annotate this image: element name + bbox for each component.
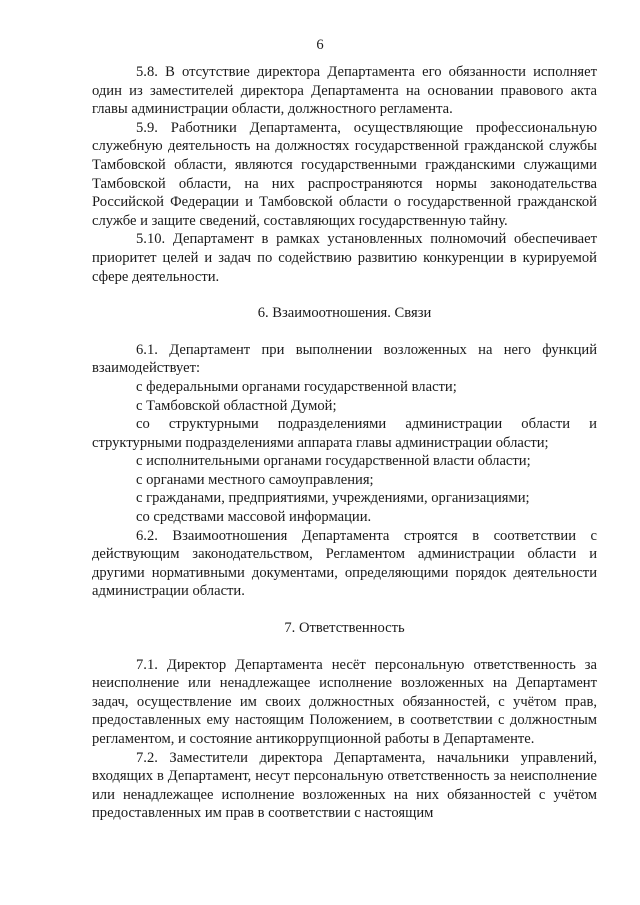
section-7-heading: 7. Ответственность <box>284 620 405 637</box>
list-item: со средствами массовой информации. <box>136 509 372 526</box>
paragraph-7-2: 7.2. Заместители директора Департамента, начальники управлений, входящих в Департамент, несут персональную ответственность за неисполнение или ненадлежащее исполнение возложенных на них обязанностей с учётом предоставленных им прав в соответствии с настоящим <box>92 749 597 822</box>
paragraph-5-8: 5.8. В отсутствие директора Департамента его обязанности исполняет один из заместителей директора Департамента на основании правового акта главы администрации области, должностного регламента. <box>92 64 597 118</box>
page-number: 6 <box>316 37 324 53</box>
list-item: со структурными подразделениями администрации области и структурными подразделениями аппарата главы администрации области; <box>92 416 597 451</box>
section-6-heading: 6. Взаимоотношения. Связи <box>257 305 432 322</box>
paragraph-5-9: 5.9. Работники Департамента, осуществляющие профессиональную служебную деятельность на должностях государственной гражданской службы Тамбовской области, являются государственными гражданскими служащими Тамбовской области, на них распространяются нормы законодательства Российской Федерации и Тамбовской области о государственной гражданской службе и защите сведений, составляющих государственную тайну. <box>92 119 597 229</box>
paragraph-6-2: 6.2. Взаимоотношения Департамента строятся в соответствии с действующим законодательством, Регламентом администрации области и другими нормативными документами, определяющими порядок деятельности администрации области. <box>92 527 597 600</box>
paragraph-7-1: 7.1. Директор Департамента несёт персональную ответственность за неисполнение или ненадлежащее исполнение возложенных на Департамент задач, осуществление им своих должностных обязанностей, с учётом прав, предоставленных ему настоящим Положением, в соответствии с должностным регламентом, и состояние антикоррупционной работы в Департаменте. <box>92 656 597 747</box>
spacer <box>92 638 597 656</box>
spacer <box>92 286 597 304</box>
list-item: с гражданами, предприятиями, учреждениями, организациями; <box>136 490 530 507</box>
list-item: с федеральными органами государственной власти; <box>136 378 457 395</box>
paragraph-6-1: 6.1. Департамент при выполнении возложенных на него функций взаимодействует: <box>92 341 597 377</box>
spacer <box>92 323 597 341</box>
paragraph-5-10: 5.10. Департамент в рамках установленных полномочий обеспечивает приоритет целей и задач по содействию развитию конкуренции в курируемой сфере деятельности. <box>92 231 597 285</box>
list-item: с исполнительными органами государственной власти области; <box>136 453 531 470</box>
spacer <box>92 601 597 619</box>
list-item: с органами местного самоуправления; <box>136 471 374 488</box>
list-item: с Тамбовской областной Думой; <box>136 397 337 414</box>
document-body <box>92 63 597 823</box>
